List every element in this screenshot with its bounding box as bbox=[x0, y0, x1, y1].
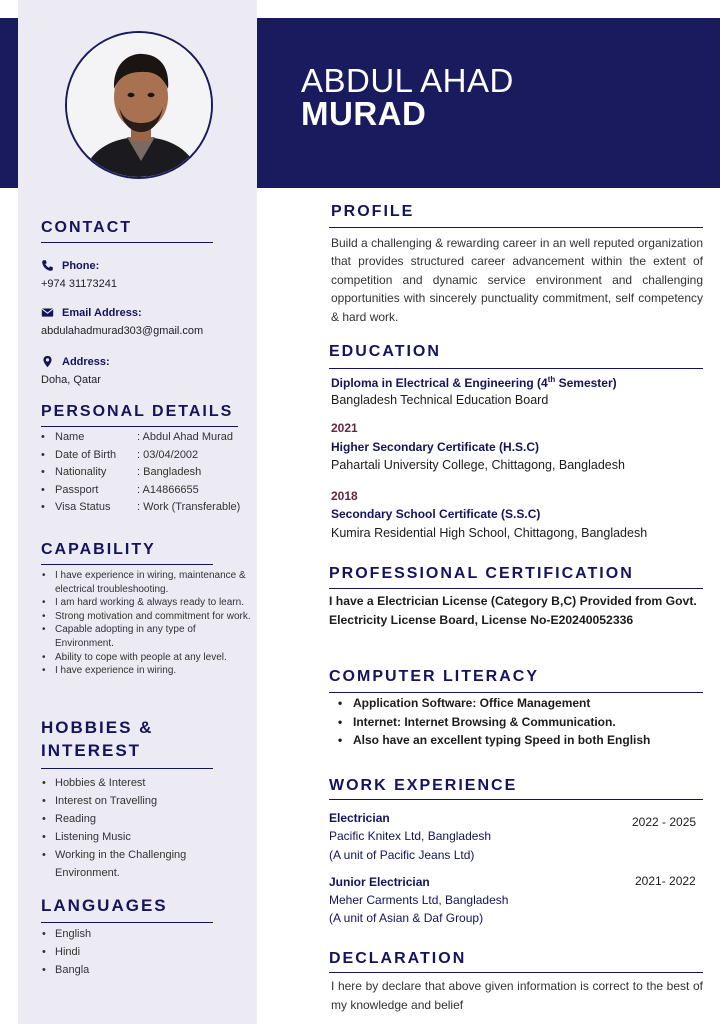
computer-literacy-rule bbox=[329, 692, 703, 693]
detail-value: : Abdul Ahad Murad bbox=[137, 431, 234, 443]
email-label-row bbox=[41, 306, 142, 319]
languages-heading: LANGUAGES bbox=[41, 896, 168, 915]
capability-heading: CAPABILITY bbox=[41, 541, 156, 558]
computer-literacy-item: • Also have an excellent typing Speed in both English bbox=[336, 733, 650, 752]
language-item: • English bbox=[41, 928, 91, 946]
work-experience-heading: WORK EXPERIENCE bbox=[329, 777, 518, 794]
personal-detail-row: • Nationality : Bangladesh bbox=[41, 466, 240, 484]
email-label: Email Address: bbox=[62, 306, 142, 319]
language-item: • Hindi bbox=[41, 946, 91, 964]
certification-text: I have a Electrician License (Category B,C) Provided from Govt. Electricity License Board, License No-E20240052336 bbox=[329, 594, 697, 627]
hobby-item-continued: Environment. bbox=[55, 867, 120, 879]
education-title: Higher Secondary Certificate (H.S.C) bbox=[331, 440, 540, 454]
certification-rule bbox=[329, 588, 703, 589]
computer-literacy-item: • Application Software: Office Management bbox=[336, 696, 650, 715]
capability-item: • I have experience in wiring. bbox=[41, 664, 255, 678]
hobbies-heading-line1: HOBBIES & bbox=[41, 718, 154, 737]
education-institution: Pahartali University College, Chittagong, Bangladesh bbox=[331, 458, 625, 472]
job-note: (A unit of Asian & Daf Group) bbox=[329, 911, 484, 925]
detail-value: : Work (Transferable) bbox=[137, 501, 241, 513]
work-experience-rule bbox=[329, 799, 703, 800]
capability-item: • I am hard working & always ready to learn. bbox=[41, 596, 255, 610]
job-title: Junior Electrician bbox=[329, 875, 430, 889]
capability-item: • I have experience in wiring, maintenance & electrical troubleshooting. bbox=[41, 569, 255, 596]
declaration-text: I here by declare that above given information is correct to the best of my knowledge and belief bbox=[331, 979, 703, 1012]
avatar bbox=[65, 31, 213, 179]
computer-literacy-list bbox=[336, 696, 650, 752]
hobbies-list bbox=[41, 777, 186, 885]
profile-heading: PROFILE bbox=[331, 203, 415, 220]
languages-rule bbox=[41, 922, 213, 923]
education-year: 2021 bbox=[331, 421, 358, 435]
hobby-item: • Reading bbox=[41, 813, 186, 831]
detail-key: Passport bbox=[55, 483, 99, 496]
phone-label: Phone: bbox=[62, 259, 100, 272]
computer-literacy-heading: COMPUTER LITERACY bbox=[329, 668, 539, 685]
education-institution: Kumira Residential High School, Chittagong, Bangladesh bbox=[331, 526, 648, 540]
hobby-item: • Interest on Travelling bbox=[41, 795, 186, 813]
hobby-item: • Hobbies & Interest bbox=[41, 777, 186, 795]
capability-rule bbox=[41, 564, 213, 565]
personal-details-heading: PERSONAL DETAILS bbox=[41, 403, 234, 420]
personal-detail-row: • Visa Status : Work (Transferable) bbox=[41, 501, 240, 519]
personal-details-list bbox=[41, 431, 240, 519]
education-title-text: Diploma in Electrical & Engineering (4 bbox=[331, 376, 548, 390]
name-first: ABDUL AHAD bbox=[301, 62, 514, 99]
declaration-heading: DECLARATION bbox=[329, 950, 467, 967]
personal-detail-row: • Passport : A14866655 bbox=[41, 484, 240, 502]
name-last: MURAD bbox=[301, 95, 427, 132]
computer-literacy-item: • Internet: Internet Browsing & Communication. bbox=[336, 715, 650, 734]
job-company: Meher Carments Ltd, Bangladesh bbox=[329, 893, 509, 907]
language-item: • Bangla bbox=[41, 964, 91, 982]
detail-key: Name bbox=[55, 431, 85, 443]
capability-item: • Capable adopting in any type of Environment. bbox=[41, 623, 255, 650]
contact-heading: CONTACT bbox=[41, 219, 133, 236]
address-label: Address: bbox=[62, 355, 110, 368]
job-note: (A unit of Pacific Jeans Ltd) bbox=[329, 848, 475, 862]
certification-heading: PROFESSIONAL CERTIFICATION bbox=[329, 565, 634, 582]
profile-rule bbox=[329, 227, 703, 228]
education-rule bbox=[329, 368, 703, 369]
personal-detail-row: • Name : Abdul Ahad Murad bbox=[41, 431, 240, 449]
phone-value: +974 31173241 bbox=[41, 278, 117, 290]
detail-key: Visa Status bbox=[55, 501, 111, 513]
detail-value: : A14866655 bbox=[137, 483, 199, 496]
detail-key: Nationality bbox=[55, 466, 107, 478]
detail-value: : Bangladesh bbox=[137, 466, 202, 478]
detail-value: : 03/04/2002 bbox=[137, 448, 199, 461]
personal-details-rule bbox=[41, 426, 238, 427]
capability-item: • Ability to cope with people at any level. bbox=[41, 651, 255, 665]
education-year: 2018 bbox=[331, 489, 358, 503]
email-value: abdulahadmurad303@gmail.com bbox=[41, 325, 204, 337]
education-heading: EDUCATION bbox=[329, 343, 441, 360]
job-dates: 2021- 2022 bbox=[635, 874, 696, 888]
education-title: Secondary School Certificate (S.S.C) bbox=[331, 507, 541, 521]
left-accent-bar bbox=[0, 18, 18, 188]
job-dates: 2022 - 2025 bbox=[632, 815, 697, 829]
hobby-item: • Listening Music bbox=[41, 831, 186, 849]
location-pin-icon bbox=[41, 355, 54, 368]
phone-icon bbox=[41, 259, 54, 272]
address-value: Doha, Qatar bbox=[41, 374, 101, 386]
person-photo-icon bbox=[67, 33, 213, 179]
hobbies-heading-line2: INTEREST bbox=[41, 741, 142, 760]
profile-text: Build a challenging & rewarding career in an well reputed organization that provides structured career advancement within the extent of competition and dynamic service environment and challenging opportunities with sincerely punctuality commitment, self competency & hard work. bbox=[331, 236, 703, 324]
capability-list bbox=[41, 569, 255, 678]
capability-item: • Strong motivation and commitment for work. bbox=[41, 610, 255, 624]
hobbies-rule bbox=[41, 768, 213, 769]
education-title-text-end: Semester) bbox=[555, 376, 617, 390]
education-institution: Bangladesh Technical Education Board bbox=[331, 393, 549, 407]
phone-label-row bbox=[41, 259, 99, 272]
contact-heading-rule bbox=[41, 242, 213, 243]
hobby-item: • Working in the Challenging bbox=[41, 849, 186, 867]
address-label-row bbox=[41, 355, 110, 368]
declaration-rule bbox=[329, 972, 703, 973]
languages-list bbox=[41, 928, 91, 982]
education-title bbox=[331, 375, 617, 390]
education-title-sup: th bbox=[547, 375, 556, 384]
personal-detail-row: • Date of Birth : 03/04/2002 bbox=[41, 449, 240, 467]
envelope-icon bbox=[41, 306, 54, 319]
detail-key: Date of Birth bbox=[55, 448, 117, 461]
job-title: Electrician bbox=[329, 811, 390, 825]
job-company: Pacific Knitex Ltd, Bangladesh bbox=[329, 829, 492, 843]
